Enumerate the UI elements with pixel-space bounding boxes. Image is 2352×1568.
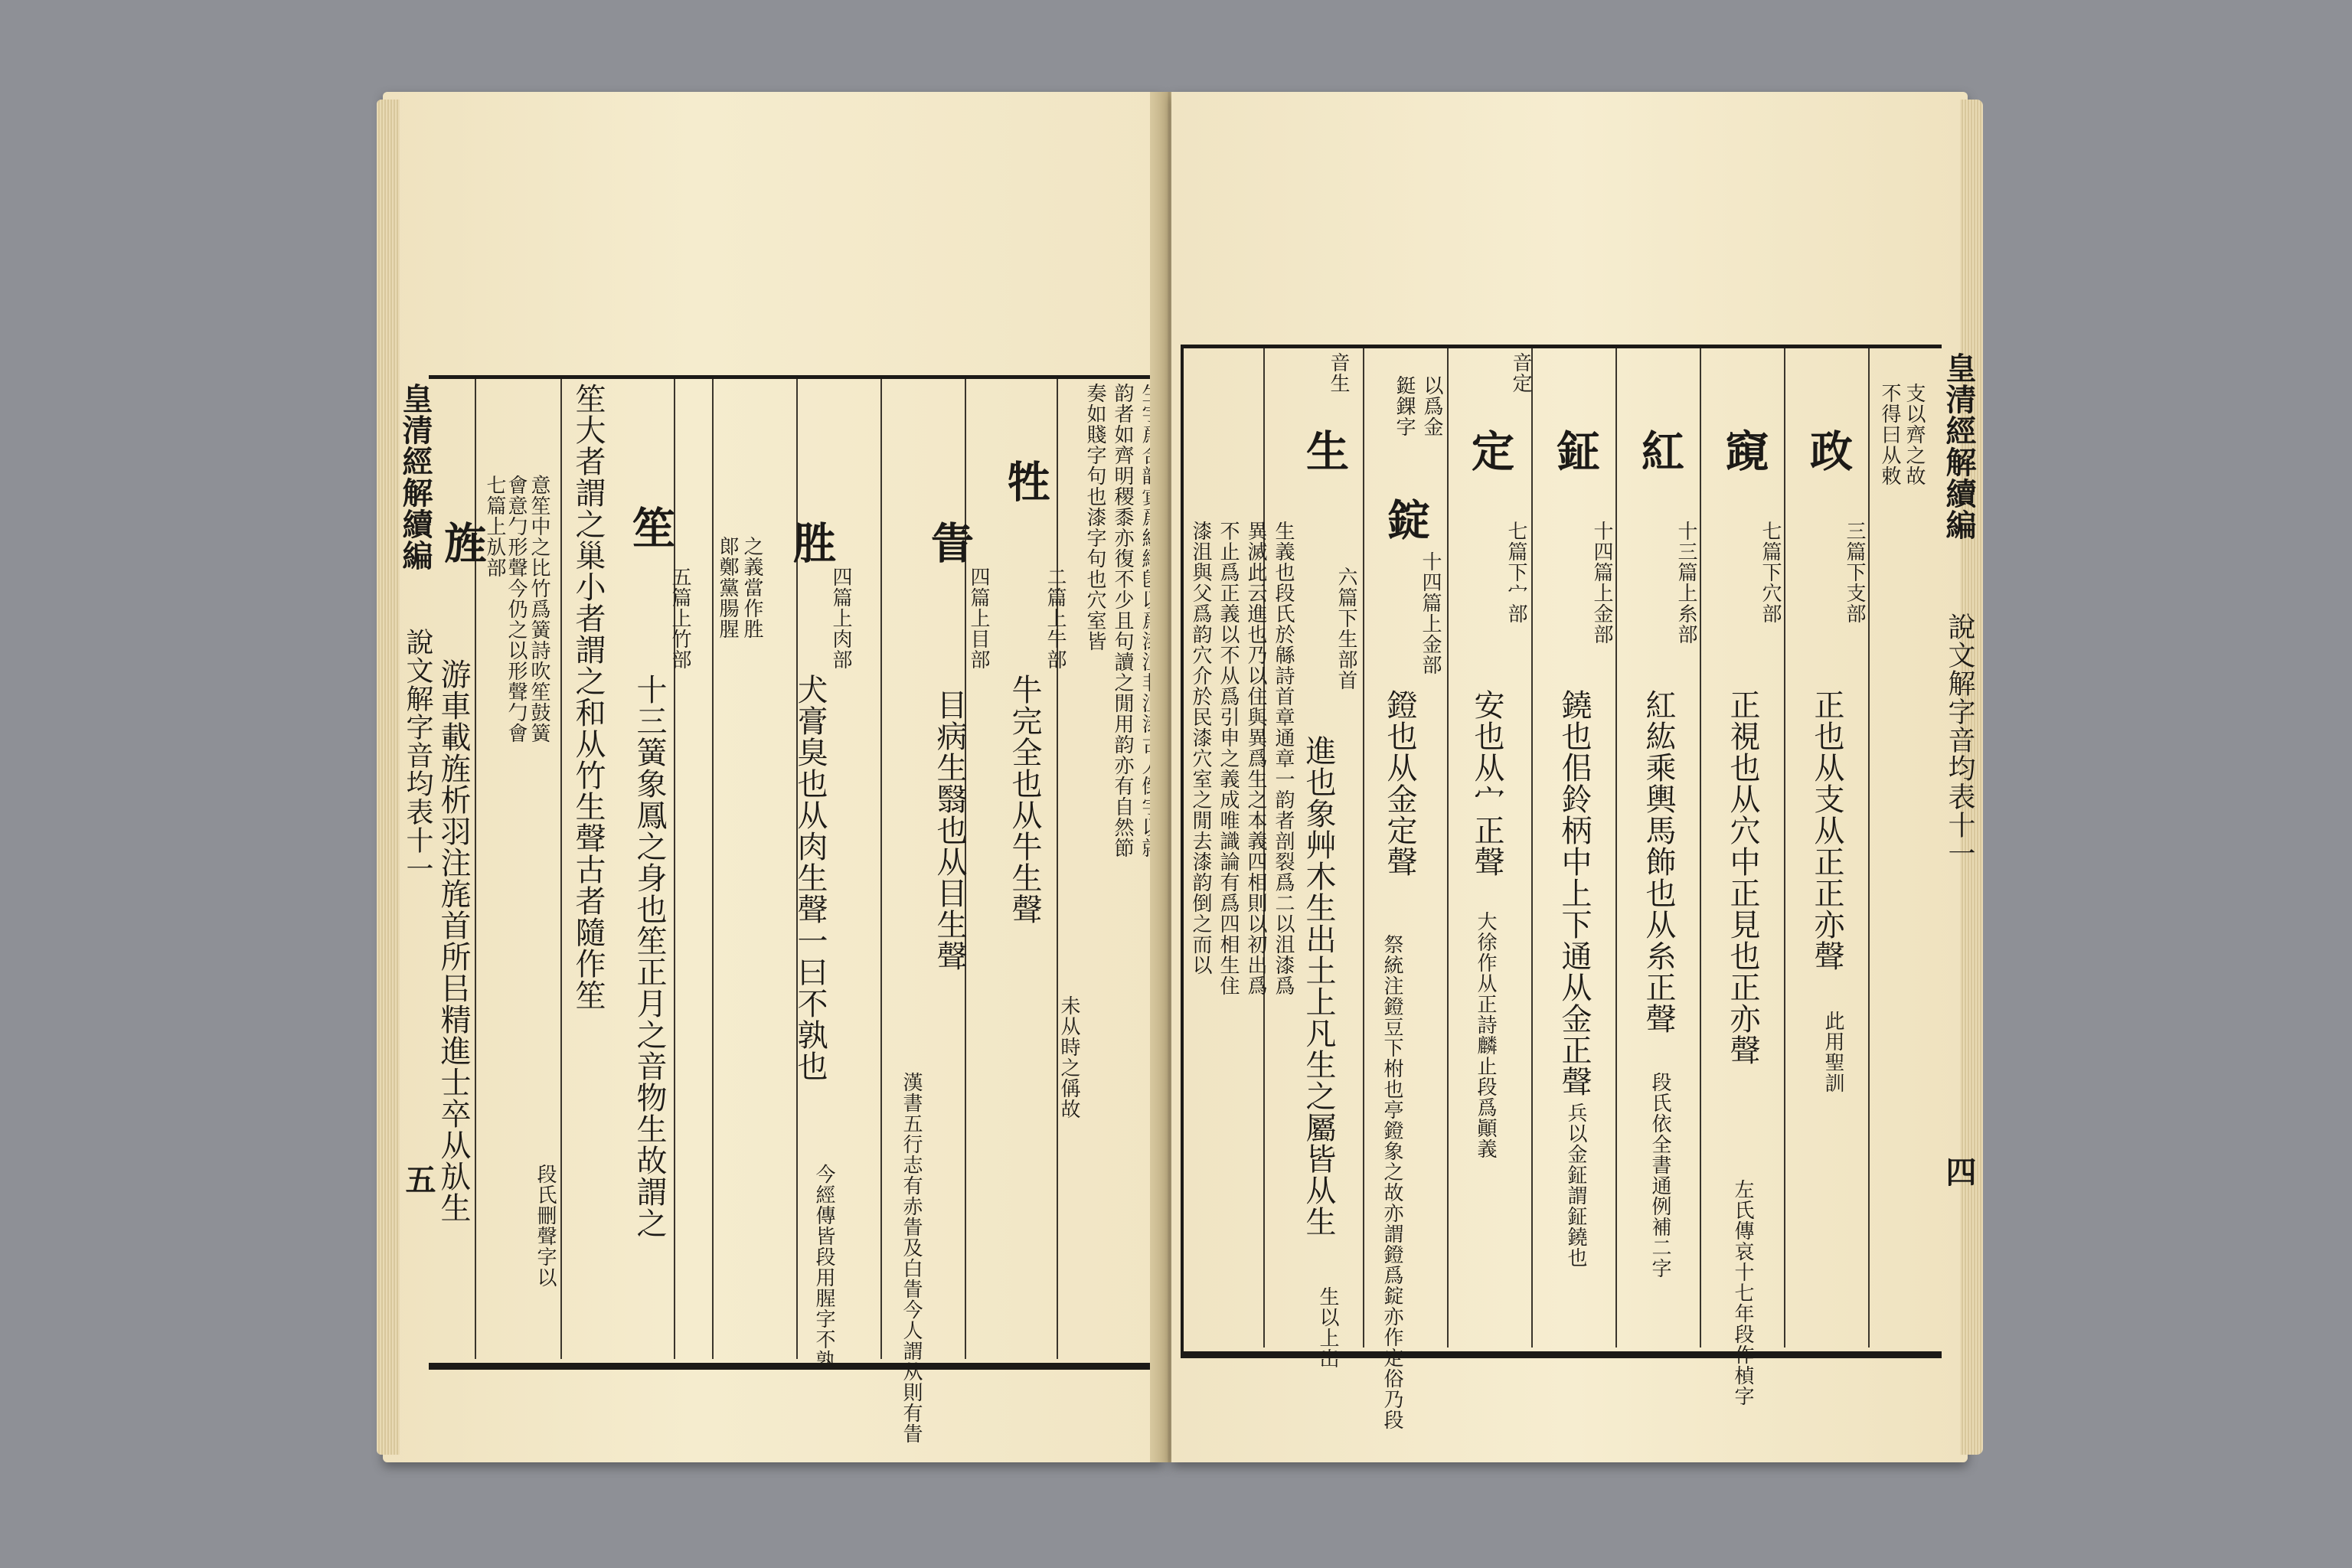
entry-head-zheng2: 紅: [1635, 429, 1685, 472]
entry-note: 奏如賤字句也漆字句也穴室皆: [1083, 383, 1106, 652]
entry-note: 韵者如齊明稷黍亦復不少且句讀之閒用韵亦有自然節: [1111, 383, 1134, 858]
entry-note: 不止爲正義以不从爲引申之義成唯識論有爲四相生住: [1217, 521, 1240, 996]
left-banner-title: 皇清經解續編: [397, 383, 433, 571]
right-banner-subtitle: 說文解字音均表十一: [1944, 612, 1975, 867]
entry-text: 鐃也佀鈴柄中上下通从金正聲: [1557, 689, 1592, 1097]
entry-note: 未从時之偁故: [1057, 995, 1080, 1119]
entry-note: 此用聖訓: [1821, 1011, 1844, 1093]
entry-note: 漢書五行志有赤眚及白眚今人謂从則有眚: [900, 1072, 923, 1444]
entry-text: 鐙也从金定聲: [1382, 689, 1417, 877]
left-banner-subtitle: 說文解字音均表十一: [402, 628, 433, 883]
entry-note: 今經傳皆段用腥字不孰: [812, 1164, 835, 1370]
entry-section: 十三篇上糸部: [1674, 521, 1697, 645]
entry-sound: 音定: [1509, 352, 1532, 394]
entry-section: 七篇上㫃部: [483, 475, 506, 578]
entry-head-sheng3: 眚: [924, 521, 975, 564]
entry-text: 牛完全也从牛生聲: [1007, 674, 1042, 925]
entry-section: 五篇上竹部: [668, 567, 691, 670]
right-folio: 四: [1941, 1156, 1977, 1187]
right-page: [1171, 92, 1977, 1462]
entry-note: 會意勹形聲今仍之以形聲勹會: [505, 475, 528, 743]
entry-note: 段氏刪聲字以: [534, 1164, 557, 1288]
entry-note: 兵以金鉦謂鉦鐃也: [1564, 1102, 1587, 1268]
entry-section: 七篇下穴部: [1759, 521, 1782, 624]
entry-note: 左氏傳哀十七年段作楨字: [1731, 1179, 1754, 1406]
entry-text: 進也象艸木生出土上凡生之屬皆从生: [1301, 735, 1336, 1237]
entry-sound: 音生: [1327, 352, 1350, 394]
entry-head-zheng3: 政: [1803, 429, 1854, 472]
entry-note: 不得曰从敕: [1878, 383, 1901, 486]
entry-note: 鋌錁字: [1393, 375, 1416, 437]
entry-note: 郞鄭黨腸腥: [716, 536, 739, 639]
entry-section: 六篇下生部首: [1334, 567, 1357, 691]
entry-head-ding: 錠: [1380, 498, 1431, 541]
left-folio: 五: [400, 1164, 436, 1195]
entry-note: 之義當作胜: [740, 536, 763, 639]
entry-head-sheng4: 牲: [1001, 459, 1051, 503]
entry-section: 二篇上牛部: [1044, 567, 1067, 670]
entry-head-zheng: 鉦: [1550, 429, 1601, 472]
entry-note: 祭統注鐙豆下柎也亭鐙象之故亦謂鐙爲錠亦作定俗乃段: [1380, 934, 1403, 1430]
entry-note: 意笙中之比竹爲簧詩吹笙鼓簧: [528, 475, 550, 743]
entry-head-sheng5: 生: [1299, 429, 1350, 472]
left-page-edge: [377, 100, 400, 1455]
entry-note: 段氏依全書通例補二字: [1648, 1072, 1671, 1279]
entry-note: 異滅此云進也乃以住與異爲生之本義四相則以初出爲: [1244, 521, 1267, 996]
entry-note: 以爲金: [1420, 375, 1443, 437]
entry-section: 三篇下支部: [1843, 521, 1866, 624]
entry-head-ding2: 定: [1465, 429, 1515, 472]
entry-text: 笙大者謂之巢小者謂之和从竹生聲古者隨作笙: [570, 383, 606, 1011]
entry-text: 游車載旌析羽注旄首所㠯精進士卒从㫃生: [436, 658, 471, 1223]
entry-section: 十四篇上金部: [1590, 521, 1613, 645]
entry-head-jing: 旌: [437, 521, 488, 564]
open-book: [375, 92, 1975, 1478]
entry-note: 大徐作从正詩麟止段爲顚義: [1474, 911, 1497, 1159]
entry-head-sheng: 笙: [626, 505, 676, 549]
right-banner-title: 皇清經解續編: [1941, 352, 1977, 541]
entry-text: 十三簧象鳳之身也笙正月之音物生故謂之: [632, 674, 667, 1239]
entry-note: 支以齊之故: [1903, 383, 1926, 486]
entry-text: 紅紘乘輿馬飾也从糸正聲: [1641, 689, 1676, 1034]
entry-text: 安也从宀正聲: [1469, 689, 1504, 877]
entry-section: 七篇下宀部: [1504, 521, 1527, 624]
entry-section: 四篇上目部: [967, 567, 990, 670]
entry-note: 漆沮與父爲韵穴介於民漆穴室之閒去漆韵倒之而以: [1189, 521, 1212, 975]
entry-section: 十四篇上金部: [1419, 551, 1442, 675]
entry-head-cheng: 竀: [1719, 429, 1769, 472]
entry-text: 正也从支从正正亦聲: [1809, 689, 1844, 972]
entry-note: 生以上出: [1316, 1286, 1339, 1369]
entry-text: 正視也从穴中正見也正亦聲: [1725, 689, 1760, 1066]
entry-head-sheng2: 胜: [786, 521, 837, 564]
entry-text: 目病生翳也从目生聲: [932, 689, 967, 972]
entry-section: 四篇上肉部: [829, 567, 852, 670]
left-page: [383, 92, 1164, 1462]
entry-note: 生義也段氏於緜詩首章通章一韵者剖裂爲二以沮漆爲: [1272, 521, 1295, 996]
entry-text: 犬膏臭也从肉生聲一曰不孰也: [792, 674, 828, 1082]
